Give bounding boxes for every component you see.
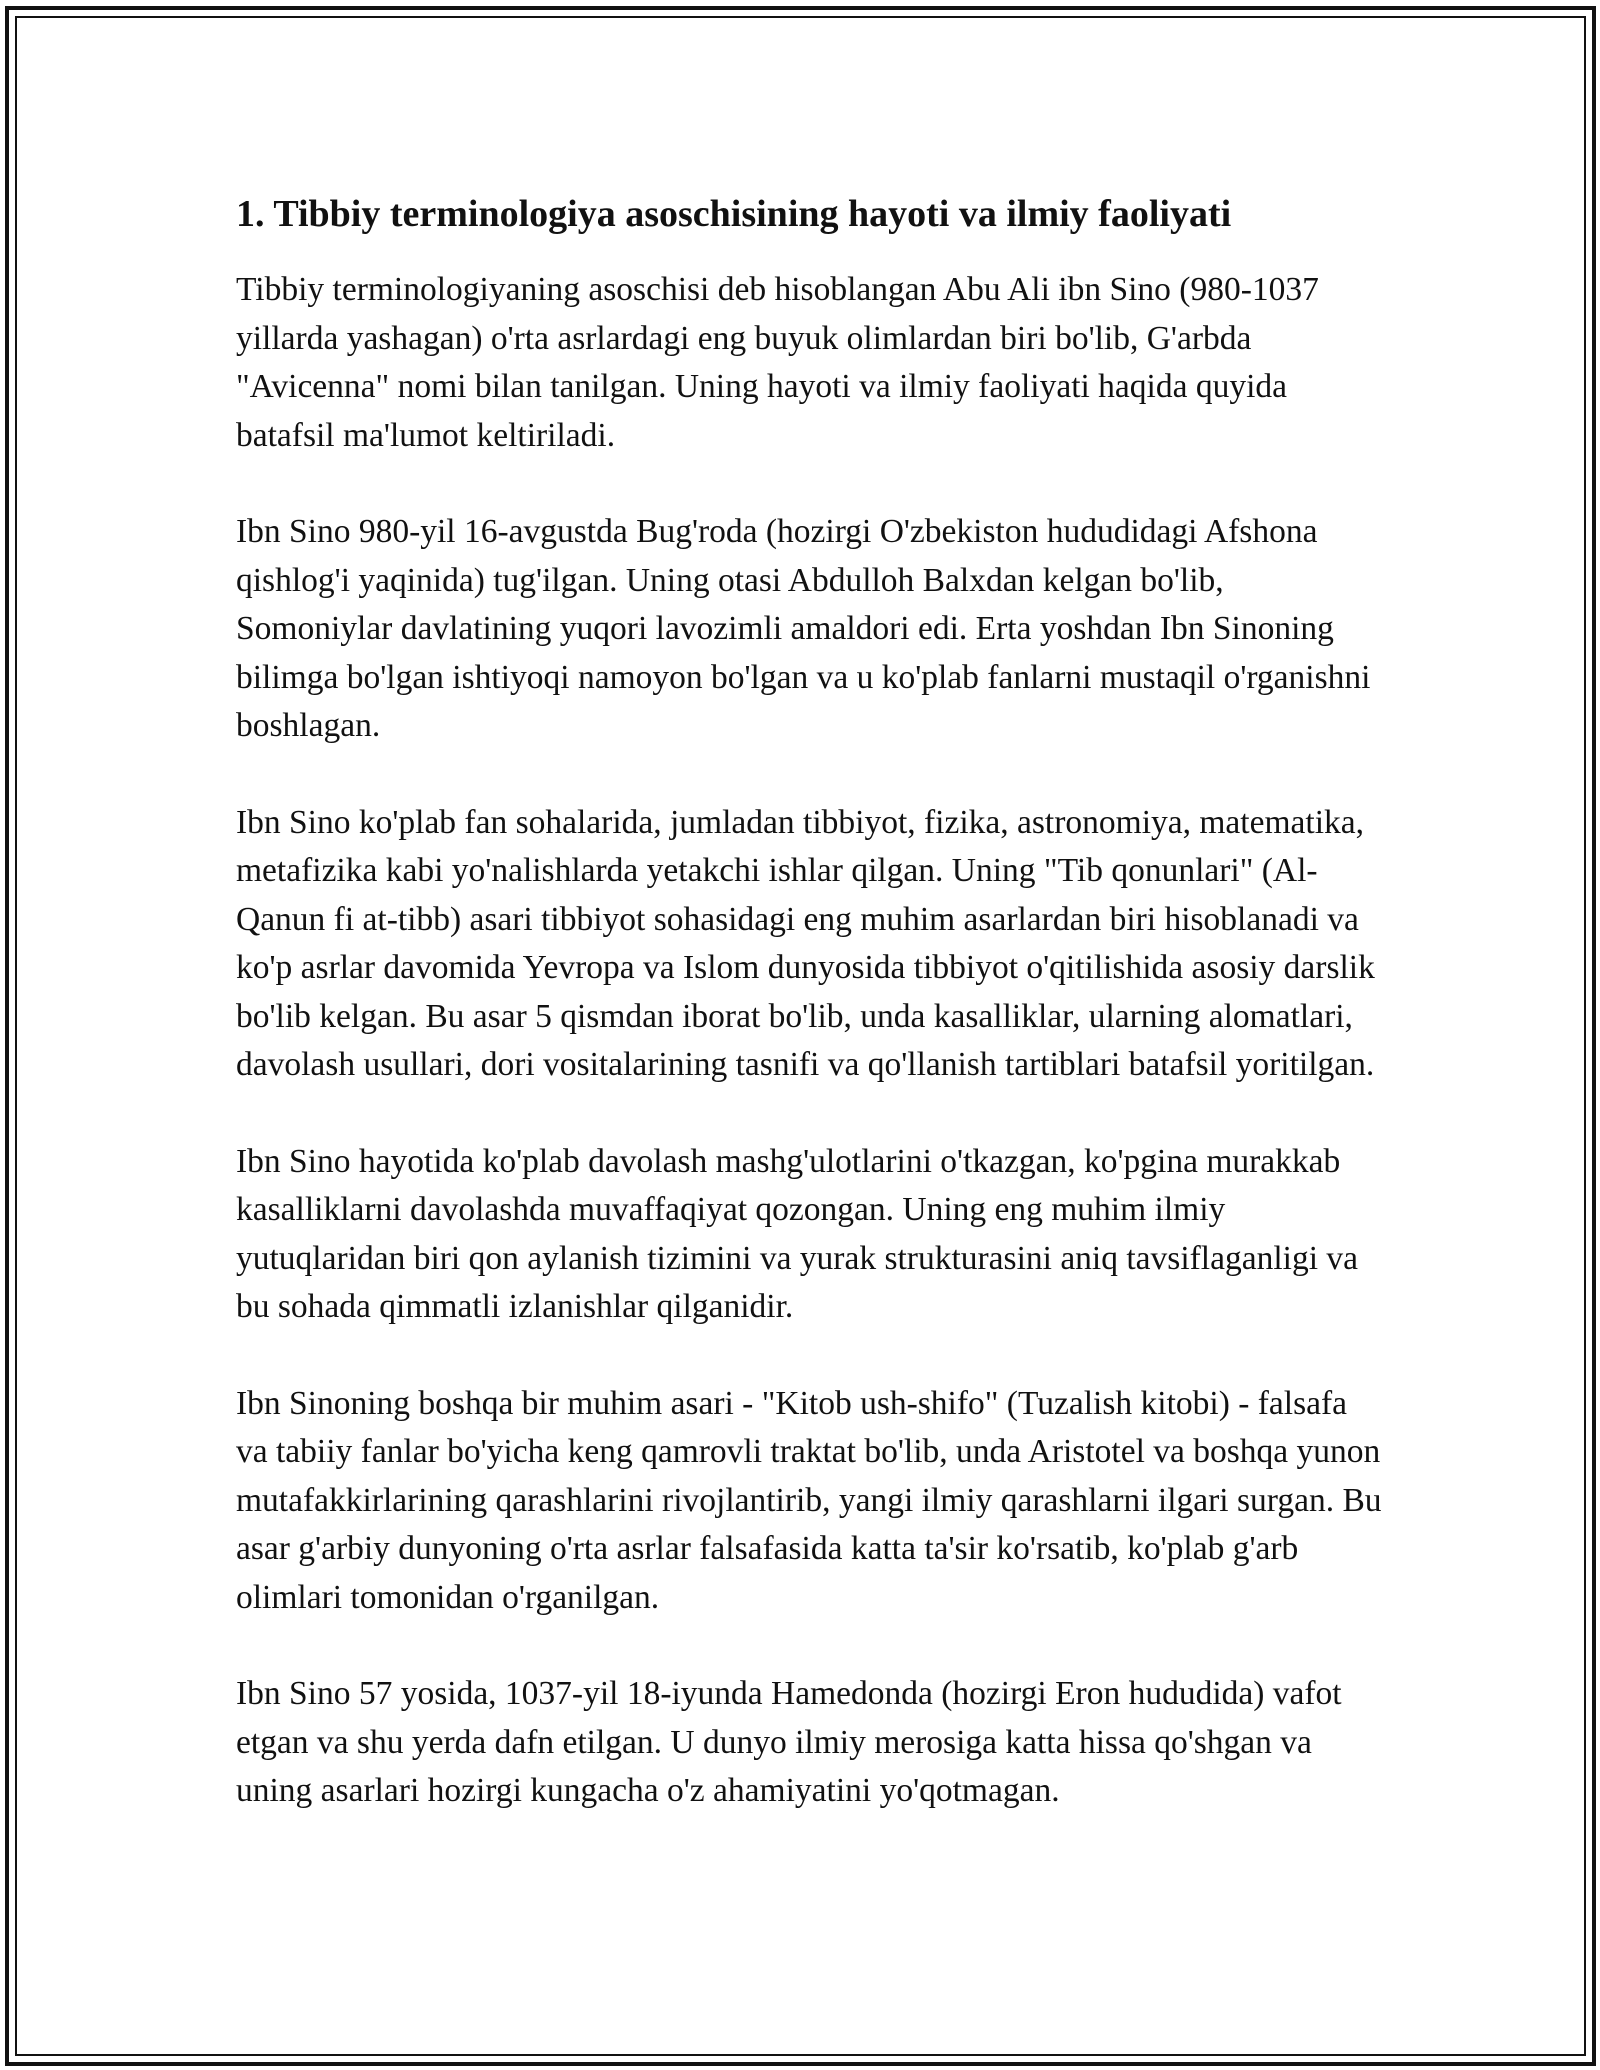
section-title: 1. Tibbiy terminologiya asoschisining hayoti va ilmiy faoliyati bbox=[236, 193, 1232, 235]
paragraph-death: Ibn Sino 57 yosida, 1037-yil 18-iyunda Hamedonda (hozirgi Eron hududida) vafot etgan va shu yerda dafn etilgan. U dunyo ilmiy merosiga katta hissa qo'shgan va uning asarlari hozirgi kungacha o'z ahamiyatini yo'qotmagan. bbox=[236, 1675, 1342, 1809]
paragraph-birth: Ibn Sino 980-yil 16-avgustda Bug'roda (hozirgi O'zbekiston hududidagi Afshona qishlog'i yaqinida) tug'ilgan. Uning otasi Abdulloh Balxdan kelgan bo'lib, Somoniylar davlatining yuqori lavozimli amaldori edi. Erta yoshdan Ibn Sinoning bilimga bo'lgan ishtiyoqi namoyon bo'lgan va u ko'plab fanlarni mustaqil o'rganishni boshlagan. bbox=[236, 513, 1371, 744]
paragraph-medicine: Ibn Sino hayotida ko'plab davolash mashg'ulotlarini o'tkazgan, ko'pgina murakkab kasalliklarni davolashda muvaffaqiyat qozongan. Uning eng muhim ilmiy yutuqlaridan biri qon aylanish tizimini va yurak strukturasini aniq tavsiflaganligi va bu sohada qimmatli izlanishlar qilganidir. bbox=[236, 1142, 1359, 1325]
paragraph-intro: Tibbiy terminologiyaning asoschisi deb hisoblangan Abu Ali ibn Sino (980-1037 yillarda yashagan) o'rta asrlardagi eng buyuk olimlardan biri bo'lib, G'arbda "Avicenna" nomi bilan tanilgan. Uning hayoti va ilmiy faoliyati haqida quyida batafsil ma'lumot keltiriladi. bbox=[236, 271, 1319, 454]
paragraph-works: Ibn Sino ko'plab fan sohalarida, jumladan tibbiyot, fizika, astronomiya, matematika, metafizika kabi yo'nalishlarda yetakchi ishlar qilgan. Uning "Tib qonunlari" (Al-Qanun fi at-tibb) asari tibbiyot sohasidagi eng muhim asarlardan biri hisoblanadi va ko'p asrlar davomida Yevropa va Islom dunyosida tibbiyot o'qitilishida asosiy darslik bo'lib kelgan. Bu asar 5 qismdan iborat bo'lib, unda kasalliklar, ularning alomatlari, davolash usullari, dori vositalarining tasnifi va qo'llanish tartiblari batafsil yoritilgan. bbox=[236, 803, 1375, 1083]
document-body bbox=[236, 188, 1386, 1816]
paragraph-shifo: Ibn Sinoning boshqa bir muhim asari - "Kitob ush-shifo" (Tuzalish kitobi) - falsafa va tabiiy fanlar bo'yicha keng qamrovli traktat bo'lib, unda Aristotel va boshqa yunon mutafakkirlarining qarashlarini rivojlantirib, yangi ilmiy qarashlarni ilgari surgan. Bu asar g'arbiy dunyoning o'rta asrlar falsafasida katta ta'sir ko'rsatib, ko'plab g'arb olimlari tomonidan o'rganilgan. bbox=[236, 1384, 1382, 1616]
